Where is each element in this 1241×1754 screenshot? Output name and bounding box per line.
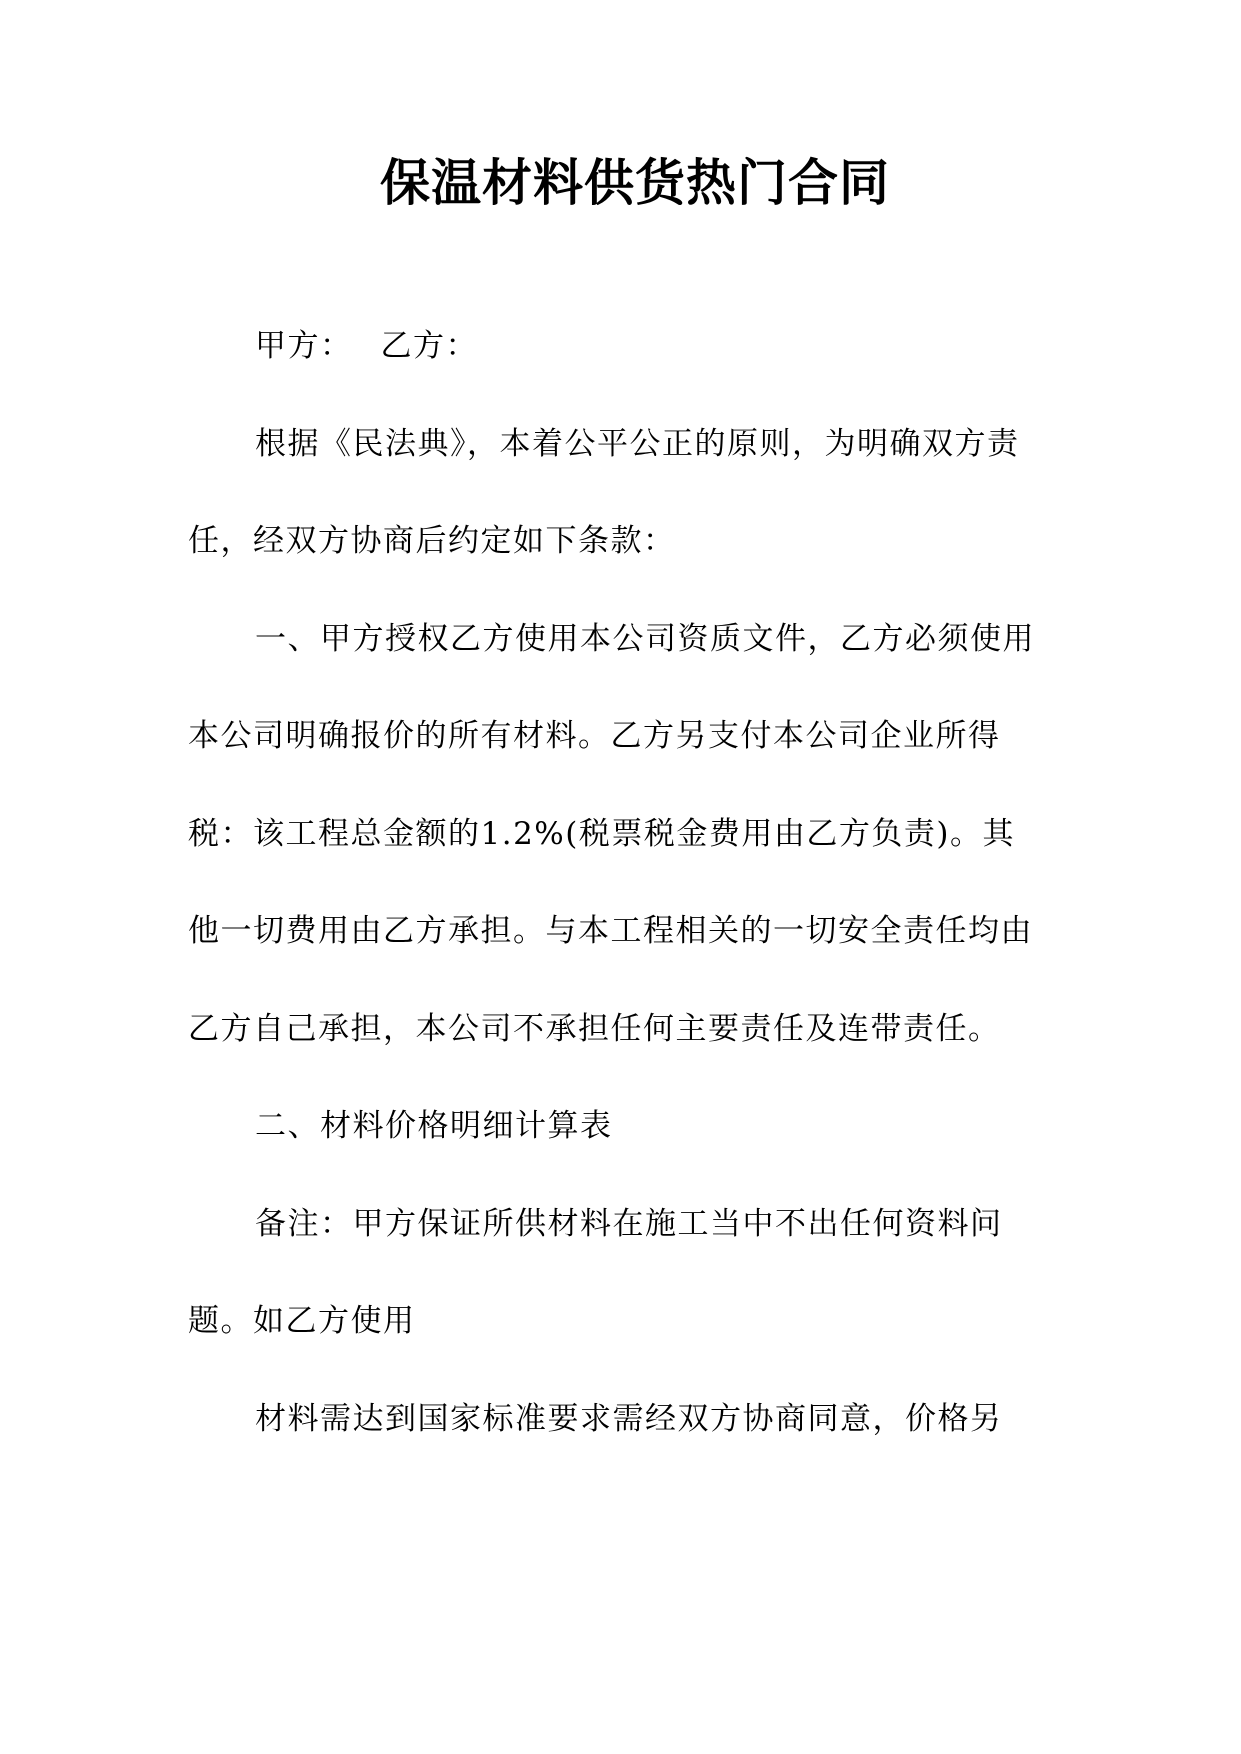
party-a-label: 甲方：	[255, 328, 353, 364]
paragraph-material-standard: 材料需达到国家标准要求需经双方协商同意，价格另	[255, 1400, 1003, 1437]
paragraph-remark: 备注：甲方保证所供材料在施工当中不出任何资料问题。如乙方使用	[188, 1205, 1003, 1339]
party-b-label: 乙方：	[380, 328, 478, 364]
document-body	[188, 298, 1040, 1468]
document-title: 保温材料供货热门合同	[380, 153, 890, 212]
parties-line	[188, 298, 1040, 396]
paragraph-clause-2: 二、材料价格明细计算表	[255, 1108, 613, 1144]
paragraph-clause-1: 一、甲方授权乙方使用本公司资质文件，乙方必须使用本公司明确报价的所有材料。乙方另支付本公司企业所得税：该工程总金额的1.2%(税票税金费用由乙方负责)。其他一切费用由乙方承担。与本工程相关的一切安全责任均由乙方自己承担，本公司不承担任何主要责任及连带责任。	[188, 620, 1035, 1047]
paragraph-preamble: 根据《民法典》，本着公平公正的原则，为明确双方责任，经双方协商后约定如下条款：	[188, 425, 1020, 559]
